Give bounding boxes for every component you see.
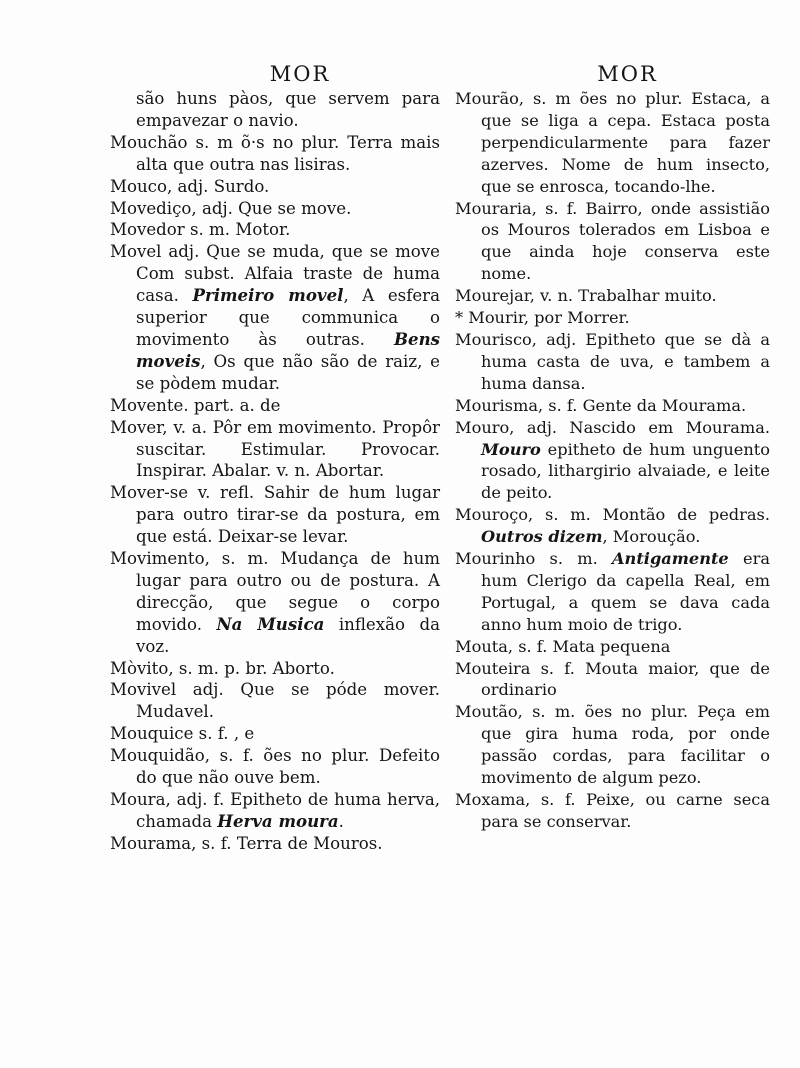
- dictionary-entry: [110, 417, 440, 483]
- entry-text: Movivel adj. Que se póde mover. Mudavel.: [110, 680, 440, 722]
- entry-text: Moutão, s. m. ões no plur. Peça em que gira huma roda, por onde passão cordas, para facilitar o movimento de algum pezo.: [455, 702, 770, 788]
- entry-text: * Mourir, por Morrer.: [455, 308, 630, 328]
- dictionary-entry: [110, 745, 440, 789]
- running-header-left: MOR: [269, 62, 331, 86]
- entry-text: Mourisco, adj. Epitheto que se dà a huma casta de uva, e tambem a huma dansa.: [455, 329, 770, 393]
- entry-text: Mover, v. a. Pôr em movimento. Propôr suscitar. Estimular. Provocar. Inspirar. Abalar. v. n. Abortar.: [110, 417, 440, 481]
- dictionary-entry: [455, 198, 770, 286]
- entry-text: Mòvito, s. m. p. br. Aborto.: [110, 658, 335, 678]
- entry-text: Moxama, s. f. Peixe, ou carne seca para se conservar.: [455, 790, 770, 831]
- entry-text: Movente. part. a. de: [110, 395, 281, 415]
- dictionary-entry: [455, 636, 770, 658]
- entry-text: , A esfera superior que communica o movimento às outras.: [136, 286, 440, 349]
- italic-phrase: Outros dizem: [481, 527, 603, 547]
- entry-text: Mover-se v. refl. Sahir de hum lugar para outro tirar-se da postura, em que está. Deixar-se levar.: [110, 483, 440, 547]
- dictionary-entry: [110, 198, 440, 220]
- dictionary-entry: [110, 548, 440, 658]
- entry-text: Movediço, adj. Que se move.: [110, 198, 352, 218]
- dictionary-entry: [110, 132, 440, 176]
- entry-text: Mourejar, v. n. Trabalhar muito.: [455, 286, 717, 306]
- italic-phrase: Herva moura: [217, 810, 339, 831]
- entry-text: são huns pàos, que servem para empavezar o navio.: [136, 89, 440, 130]
- italic-phrase: Antigamente: [612, 549, 729, 569]
- entry-text: Mouro, adj. Nascido em Mourama.: [455, 417, 770, 437]
- entry-text: Mouquidão, s. f. ões no plur. Defeito do que não ouve bem.: [110, 746, 440, 788]
- entry-text: Movimento, s. m. Mudança de hum lugar para outro ou de postura. A direcção, que segue o corpo movido.: [110, 549, 440, 634]
- dictionary-entry: [455, 658, 770, 702]
- dictionary-entry: [110, 789, 440, 833]
- entry-text: Movel adj. Que se muda, que se move Com subst. Alfaia traste de huma casa.: [110, 242, 440, 306]
- entry-text: Mouraria, s. f. Bairro, onde assistião os Mouros tolerados em Lisboa e que ainda hoje conserva este nome.: [455, 198, 770, 284]
- italic-phrase: Na Musica: [216, 613, 325, 634]
- dictionary-entry: [110, 176, 440, 198]
- left-column: [110, 62, 440, 855]
- dictionary-entry: [110, 679, 440, 723]
- dictionary-entry: [455, 88, 770, 198]
- entry-text: Moura, adj. f. Epitheto de huma herva, chamada: [110, 790, 440, 831]
- entry-text: Mouquice s. f. , e: [110, 724, 255, 744]
- dictionary-entry: [455, 329, 770, 395]
- italic-phrase: Primeiro movel: [192, 285, 344, 306]
- entry-text: Mouco, adj. Surdo.: [110, 176, 270, 196]
- entry-text: Mourama, s. f. Terra de Mouros.: [110, 833, 383, 853]
- right-entries: [455, 88, 770, 833]
- entry-text: .: [338, 811, 344, 831]
- entry-text: Mouchão s. m õ·s no plur. Terra mais alta que outra nas lisiras.: [110, 132, 440, 174]
- dictionary-entry: [455, 285, 770, 307]
- entry-text: epitheto de hum unguento rosado, lithargirio alvaiade, e leite de peito.: [481, 439, 770, 503]
- dictionary-entry: [455, 548, 770, 636]
- entry-text: , Moroução.: [602, 527, 701, 547]
- dictionary-entry: [455, 504, 770, 548]
- italic-phrase: Mouro: [481, 439, 541, 459]
- dictionary-entry: [110, 241, 440, 394]
- entry-text: Movedor s. m. Motor.: [110, 220, 291, 240]
- dictionary-entry: [455, 395, 770, 417]
- dictionary-entry: [455, 701, 770, 789]
- dictionary-entry: [455, 307, 770, 329]
- right-column: [455, 62, 770, 833]
- dictionary-entry: [455, 417, 770, 505]
- italic-phrase: Bens moveis: [136, 328, 440, 371]
- dictionary-entry: [110, 723, 440, 745]
- dictionary-entry: [110, 88, 440, 132]
- entry-text: era hum Clerigo da capella Real, em Portugal, a quem se dava cada anno hum moio de trigo.: [481, 549, 770, 634]
- dictionary-entry: [110, 395, 440, 417]
- dictionary-entry: [110, 833, 440, 855]
- entry-text: Mouta, s. f. Mata pequena: [455, 636, 671, 656]
- dictionary-entry: [455, 789, 770, 833]
- entry-text: Mourisma, s. f. Gente da Mourama.: [455, 395, 747, 415]
- dictionary-entry: [110, 658, 440, 680]
- left-entries: [110, 88, 440, 855]
- entry-text: Mourinho s. m.: [455, 549, 612, 569]
- dictionary-entry: [110, 482, 440, 548]
- entry-text: inflexão da voz.: [136, 614, 440, 656]
- entry-text: Mourão, s. m ões no plur. Estaca, a que se liga a cepa. Estaca posta perpendicularmente para fazer azerves. Nome de hum insecto, que se enrosca, tocando-lhe.: [455, 89, 770, 196]
- entry-text: Mouroço, s. m. Montão de pedras.: [455, 505, 770, 525]
- entry-text: Mouteira s. f. Mouta maior, que de ordinario: [455, 658, 770, 700]
- dictionary-entry: [110, 219, 440, 241]
- running-header-right: MOR: [597, 62, 658, 86]
- entry-text: , Os que não são de raiz, e se pòdem mudar.: [136, 351, 440, 393]
